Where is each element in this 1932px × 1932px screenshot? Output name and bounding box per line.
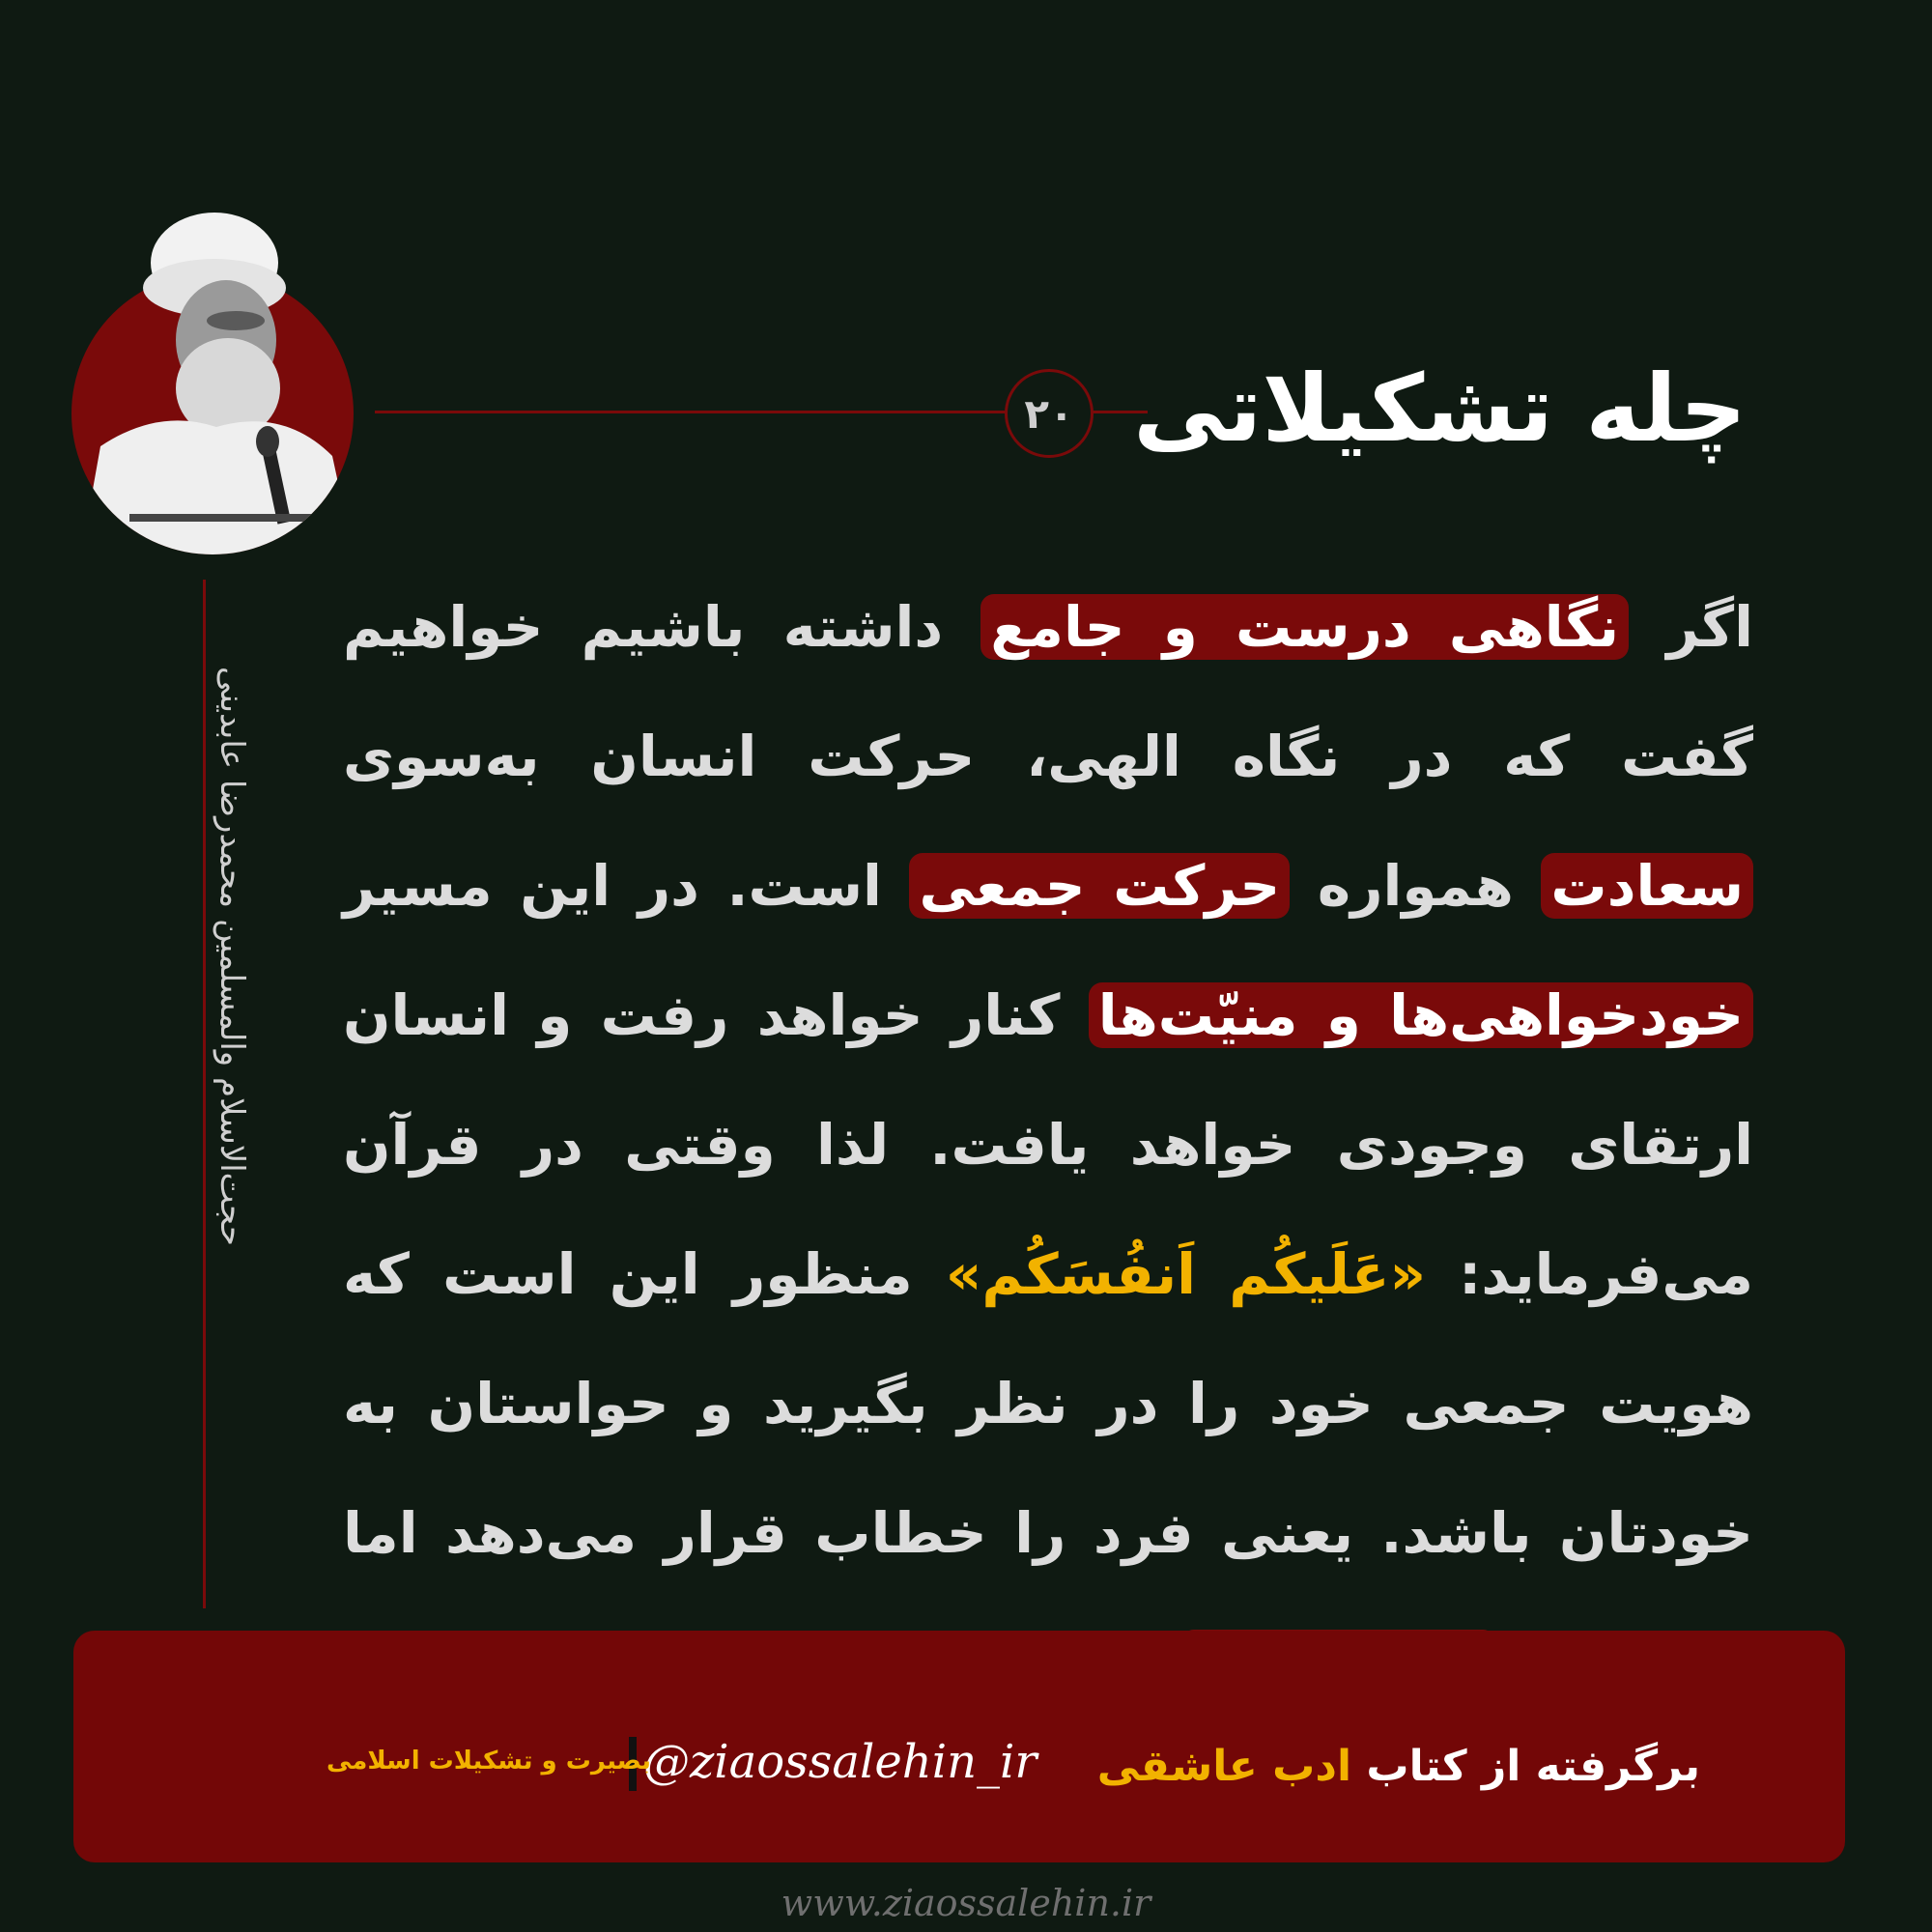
source-prefix: برگرفته از کتاب xyxy=(1351,1742,1700,1791)
quran-quote: «عَلَیکُم اَنفُسَکُم» xyxy=(945,1241,1426,1307)
highlight: سعادت xyxy=(1541,853,1753,919)
highlight: خودخواهی‌ها و منیّت‌ها xyxy=(1089,982,1753,1048)
text-part: منظور این است که هویت جمعی خود را در نظر بگیرید و حواستان به خودتان باشد. یعنی فرد را خطاب قرار می‌دهد اما xyxy=(343,1241,1753,1566)
episode-number-badge: ۲۰ xyxy=(1005,369,1094,458)
social-handle: @ziaossalehin_ir xyxy=(643,1735,1037,1789)
footer-banner xyxy=(73,1631,1845,1862)
main-text xyxy=(343,562,1754,1566)
text-part: اگر xyxy=(1629,594,1754,660)
text-part: داشته باشیم خواهیم گفت که در نگاه الهی، حرکت انسان به‌سوی xyxy=(343,594,1753,789)
page-title: چله تشکیلاتی xyxy=(1133,355,1747,463)
speaker-portrait xyxy=(71,272,354,554)
brand-logo-text: بصیرت و تشکیلات اسلامی xyxy=(327,1747,652,1776)
book-source xyxy=(1097,1742,1700,1791)
vertical-divider xyxy=(203,580,206,1608)
text-part: کنار خواهد رفت و انسان ارتقای وجودی خواهد یافت. لذا وقتی در قرآن می‌فرماید: xyxy=(343,982,1753,1307)
highlight: حرکت جمعی xyxy=(909,853,1290,919)
speaker-name: حجت‌الاسلام والمسلمین محمدرضا عابدینی xyxy=(213,667,251,1247)
text-part: است. در این مسیر xyxy=(343,853,910,919)
text-part: همواره xyxy=(1290,853,1542,919)
highlight: نگاهی درست و جامع xyxy=(980,594,1629,660)
website-url: www.ziaossalehin.ir xyxy=(781,1882,1151,1924)
book-title: ادب عاشقی xyxy=(1096,1742,1352,1791)
speaker-photo-icon xyxy=(71,205,354,554)
